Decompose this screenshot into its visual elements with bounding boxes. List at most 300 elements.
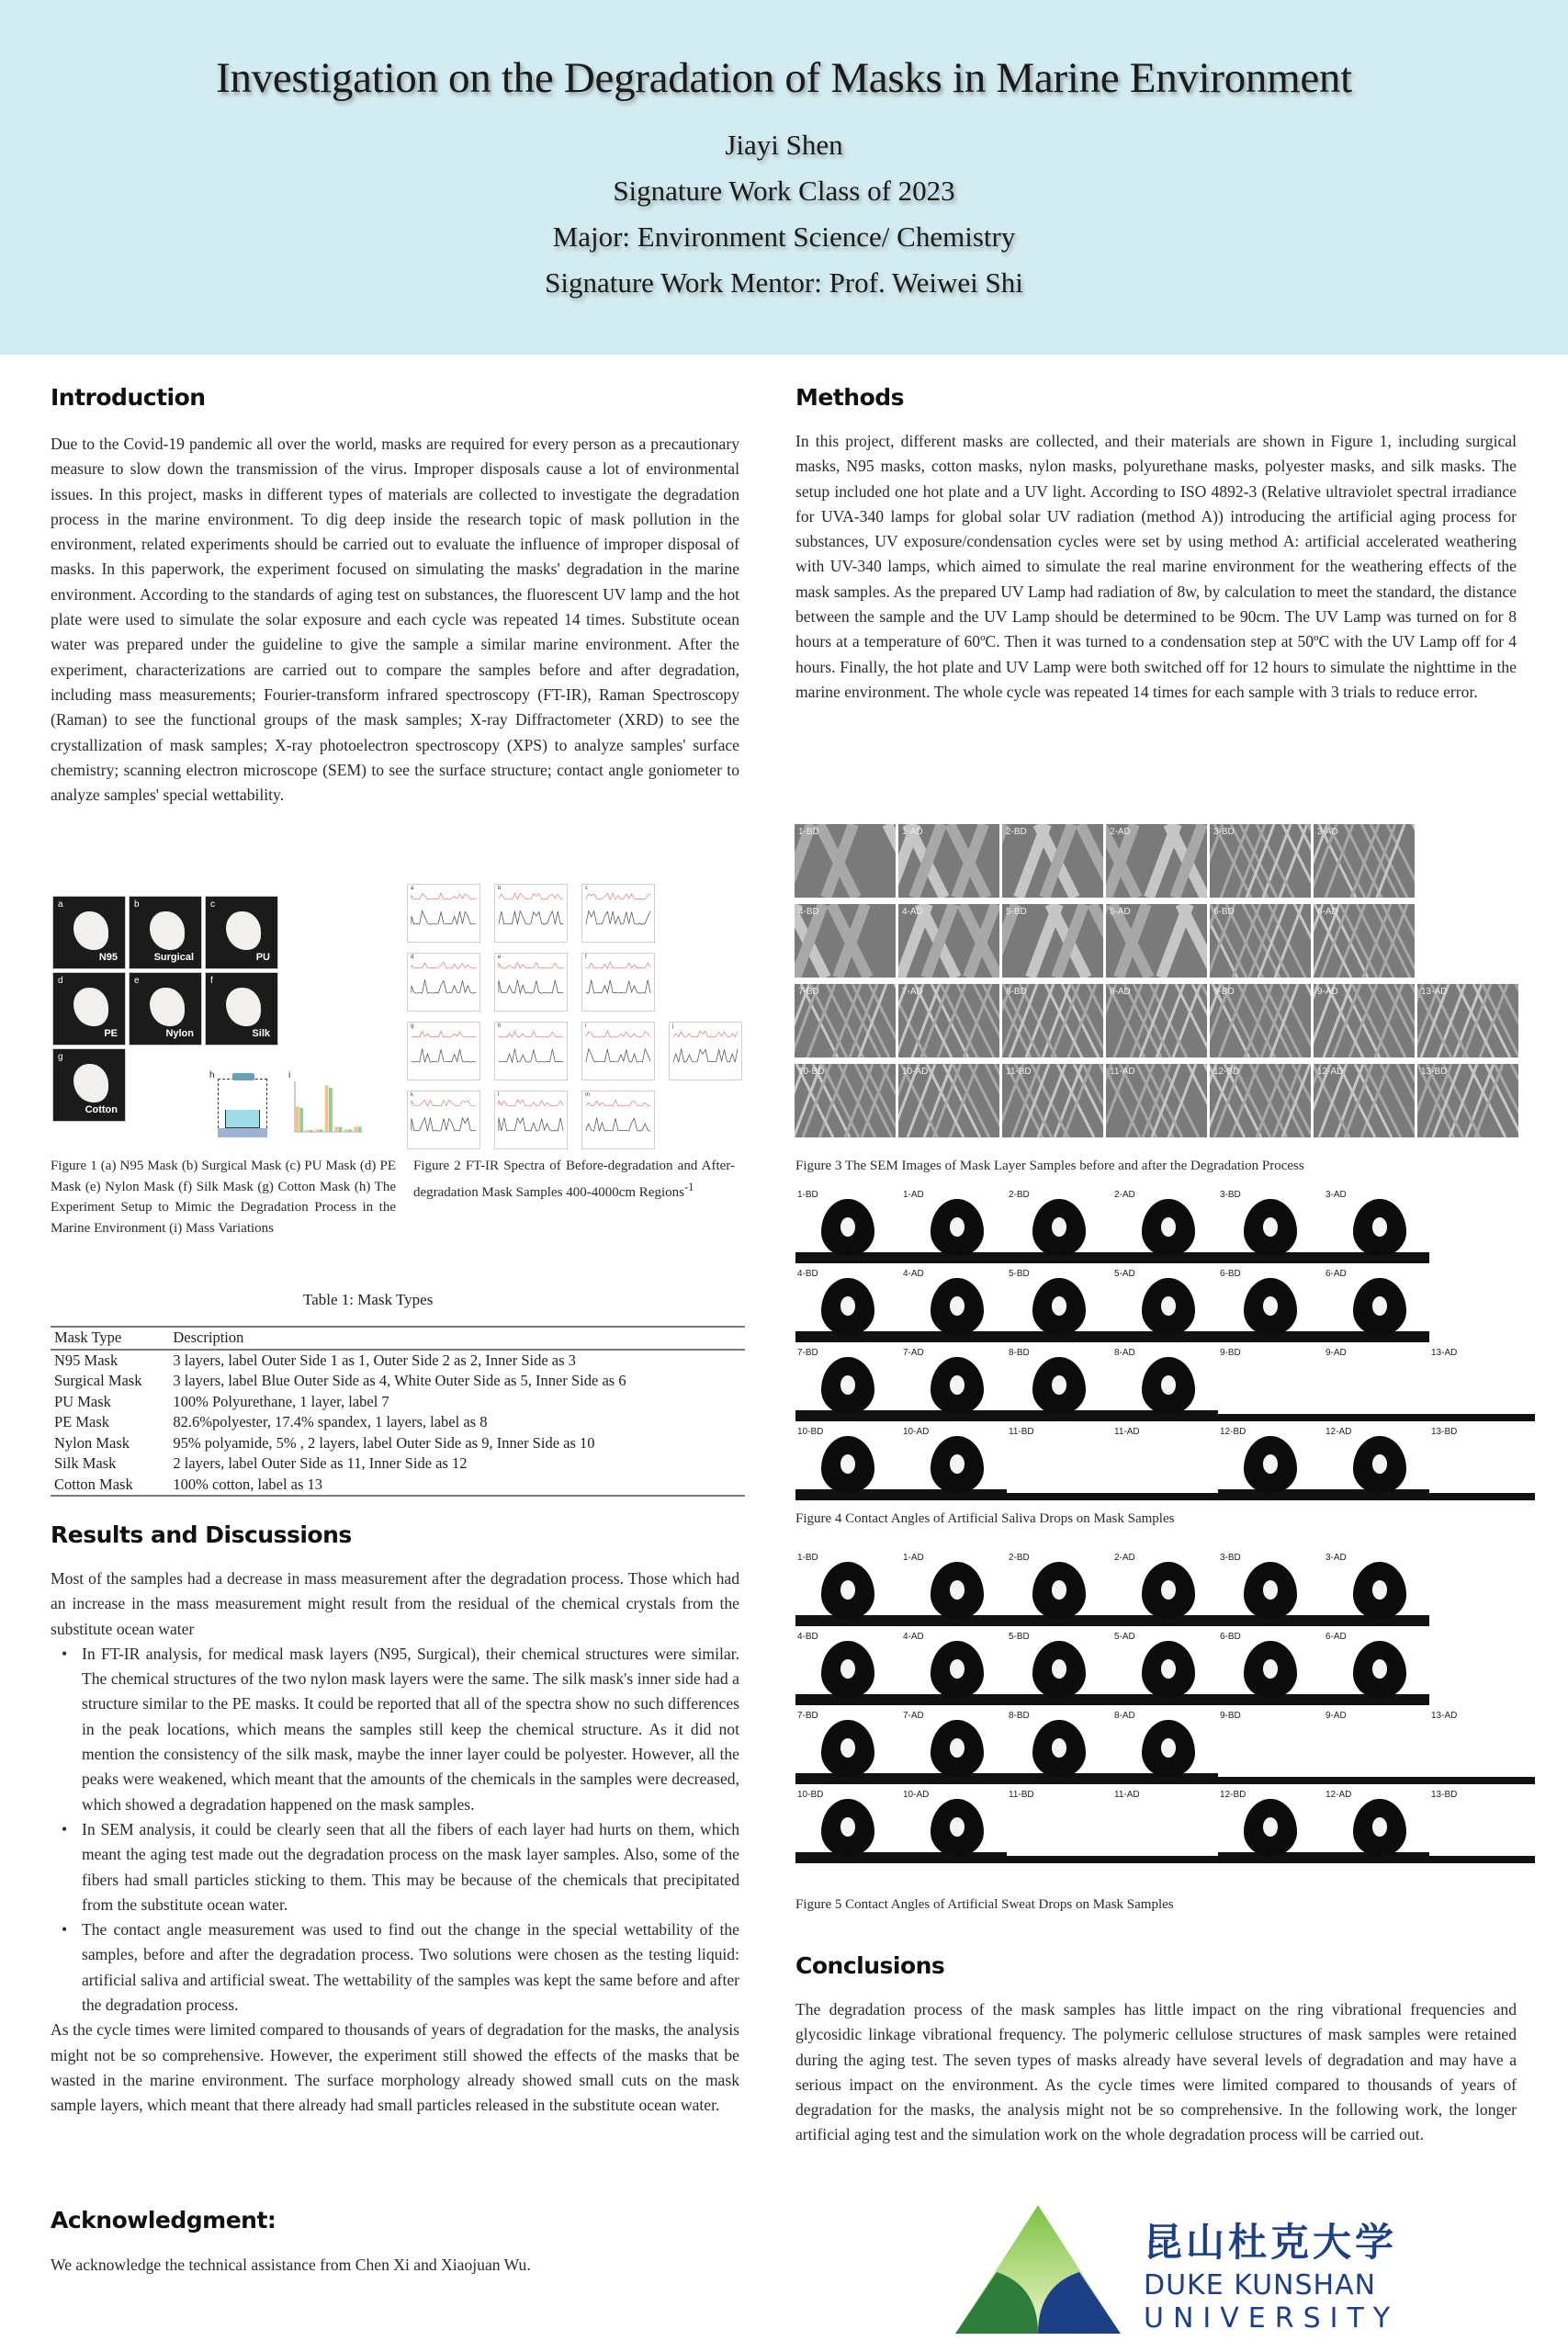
panel-letter: c bbox=[210, 899, 215, 910]
droplet bbox=[1244, 1278, 1297, 1335]
mass-bar-cotton-ad bbox=[358, 1127, 362, 1133]
mask-name-label: PE bbox=[104, 1028, 118, 1039]
droplet bbox=[821, 1357, 874, 1414]
after-degradation-line bbox=[499, 1031, 563, 1037]
mask-image bbox=[150, 988, 185, 1026]
mass-bar-nylon-ad bbox=[339, 1127, 343, 1133]
contact-angle-image bbox=[1112, 1790, 1218, 1863]
sample-label: 11-BD bbox=[1009, 1427, 1034, 1437]
panel-letter: e bbox=[134, 976, 140, 986]
sem-image bbox=[1210, 904, 1311, 978]
droplet bbox=[1353, 1278, 1406, 1335]
droplet bbox=[1142, 1641, 1195, 1698]
sample-label: 3-BD bbox=[1220, 1553, 1241, 1563]
sample-label: 10-BD bbox=[797, 1427, 824, 1437]
sample-label: 9-BD bbox=[1220, 1348, 1241, 1358]
contact-angle-image bbox=[1007, 1790, 1112, 1863]
poster-header bbox=[0, 0, 1568, 355]
sem-sample-label: 7-BD bbox=[798, 987, 819, 997]
mask-name-label: N95 bbox=[98, 952, 118, 963]
sample-label: 8-BD bbox=[1009, 1348, 1030, 1358]
poster-title: Investigation on the Degradation of Masks in Marine Environment bbox=[216, 54, 1352, 102]
contact-angle-image bbox=[795, 1790, 901, 1863]
sem-image bbox=[1314, 824, 1415, 898]
droplet bbox=[931, 1641, 984, 1698]
panel-letter: d bbox=[58, 976, 63, 986]
setup-diagram bbox=[205, 1068, 280, 1141]
sample-label: 6-BD bbox=[1220, 1632, 1241, 1642]
ftir-spectrum-panel bbox=[407, 953, 480, 1012]
sample-label: 9-BD bbox=[1220, 1711, 1241, 1721]
sem-sample-label: 4-BD bbox=[798, 907, 819, 917]
droplet bbox=[821, 1199, 874, 1256]
mass-bar-silk-ad bbox=[348, 1129, 352, 1132]
description-cell: 100% Polyurethane, 1 layer, label 7 bbox=[173, 1392, 389, 1410]
ftir-spectrum-panel bbox=[407, 1022, 480, 1080]
sem-sample-label: 4-AD bbox=[902, 907, 923, 917]
sample-label: 4-BD bbox=[797, 1632, 818, 1642]
mask-types-table bbox=[51, 1326, 745, 1497]
sample-label: 9-AD bbox=[1325, 1711, 1347, 1721]
class-year: Signature Work Class of 2023 bbox=[613, 175, 955, 207]
sample-label: 3-BD bbox=[1220, 1190, 1241, 1200]
mass-bar-surgical-ad bbox=[310, 1130, 313, 1132]
substrate-base bbox=[1429, 1493, 1535, 1500]
ftir-spectrum-panel bbox=[581, 1022, 655, 1080]
description-cell: 2 layers, label Outer Side as 11, Inner Side as 12 bbox=[173, 1454, 468, 1472]
after-degradation-line bbox=[673, 1031, 738, 1037]
sem-image bbox=[795, 1064, 896, 1137]
panel-letter: f bbox=[210, 976, 213, 986]
before-degradation-line bbox=[499, 1118, 563, 1132]
droplet bbox=[821, 1641, 874, 1698]
results-bullet: • In FT-IR analysis, for medical mask layers (N95, Surgical), their chemical structures were similar. The chemical structures of the two nylon mask layers were the same. The silk mask's inner side had a structure similar to the PE masks. It could be reported that all of the spectra show no such differences in the peak locations, which means the samples still keep the chemical structure. As it did not mention the consistency of the silk mask, maybe the inner layer could be polyester. However, all the peaks were weakened, which meant that the amounts of the chemicals in the samples were decreased, which showed a degradation happened on the mask samples. bbox=[51, 1642, 739, 1817]
methods-text: In this project, different masks are collected, and their materials are shown in Figure 1, including surgical masks, N95 masks, cotton masks, nylon masks, polyurethane masks, polyester masks, and silk masks. The setup included one hot plate and a UV light. According to ISO 4892-3 (Relative ultraviolet spectral irradiance for UVA-340 lamps for global solar UV radiation (method A)) introducing the artificial aging process for substances, UV exposure/condensation cycles were set by using method A: artificial accelerated weathering with UV-340 lamps, which aimed to simulate the real marine environment for the weathering effects of the mask samples. As the prepared UV Lamp had radiation of 8w, by calculation to meet the standard, the distance between the sample and the UV Lamp should be determined to be 90cm. The UV Lamp was turned on for 8 hours at a temperature of 60ºC. Then it was turned to a condensation step at 50ºC with the UV Lamp off for 4 hours. Finally, the hot plate and UV Lamp were both switched off for 12 hours to simulate the nighttime in the marine environment. The whole cycle was repeated 14 times for each sample with 3 trials to reduce error. bbox=[795, 432, 1517, 701]
mask-photo-n95 bbox=[52, 896, 126, 969]
before-degradation-line bbox=[412, 911, 476, 925]
sample-label: 13-BD bbox=[1431, 1427, 1458, 1437]
panel-letter: a bbox=[411, 886, 414, 891]
mask-name-label: Silk bbox=[252, 1028, 270, 1039]
sem-sample-label: 5-AD bbox=[1110, 907, 1131, 917]
mass-bar-pe-ad bbox=[329, 1088, 333, 1132]
mask-type-cell: PE Mask bbox=[54, 1413, 110, 1430]
droplet bbox=[1353, 1799, 1406, 1856]
droplet bbox=[931, 1436, 984, 1493]
contact-angle-image bbox=[795, 1553, 901, 1626]
contact-angle-image bbox=[795, 1269, 901, 1342]
contact-angle-image bbox=[1218, 1790, 1324, 1863]
figure-1-caption: Figure 1 (a) N95 Mask (b) Surgical Mask (c) PU Mask (d) PE Mask (e) Nylon Mask (f) Silk Mask (g) Cotton Mask (h) The Experiment Setup to Mimic the Degradation Process in the Marine Environment (i) Mass Variations bbox=[51, 1159, 396, 1236]
contact-angle-image bbox=[1324, 1269, 1429, 1342]
contact-angle-image bbox=[1218, 1269, 1324, 1342]
sem-image bbox=[1314, 904, 1415, 978]
mask-image bbox=[150, 911, 185, 950]
description-cell: 3 layers, label Blue Outer Side as 4, White Outer Side as 5, Inner Side as 6 bbox=[173, 1372, 626, 1389]
sem-sample-label: 2-BD bbox=[1006, 827, 1027, 837]
sample-label: 8-AD bbox=[1114, 1711, 1135, 1721]
contact-angle-image bbox=[1429, 1427, 1535, 1500]
results-outro: As the cycle times were limited compared to thousands of years of degradation for the masks, the analysis might not be so comprehensive. However, the experiment still showed the effects of the masks that be wasted in the marine environment. The surface morphology already showed small cuts on the mask sample layers, which meant that there already had small particles released in the substitute ocean water. bbox=[51, 2020, 739, 2115]
contact-angle-image bbox=[1324, 1632, 1429, 1705]
acknowledgment-heading: Acknowledgment: bbox=[51, 2207, 276, 2233]
droplet bbox=[1353, 1199, 1406, 1256]
mass-bar-cotton-bd bbox=[354, 1127, 357, 1133]
sample-label: 12-AD bbox=[1325, 1790, 1352, 1800]
droplet bbox=[1032, 1641, 1086, 1698]
sem-sample-label: 13-BD bbox=[1421, 1067, 1448, 1077]
sample-label: 2-AD bbox=[1114, 1553, 1135, 1563]
panel-letter: f bbox=[585, 955, 587, 960]
sem-sample-label: 3-BD bbox=[1213, 827, 1235, 837]
after-degradation-line bbox=[412, 893, 476, 899]
contact-angle-image bbox=[1007, 1348, 1112, 1421]
column-header: Description bbox=[173, 1329, 244, 1346]
before-degradation-line bbox=[673, 1048, 738, 1062]
contact-angle-image bbox=[1218, 1190, 1324, 1263]
sample-label: 6-BD bbox=[1220, 1269, 1241, 1279]
sem-image bbox=[1417, 984, 1518, 1057]
substrate-base bbox=[1112, 1493, 1218, 1500]
panel-letter: i bbox=[288, 1070, 291, 1080]
droplet bbox=[931, 1278, 984, 1335]
sem-sample-label: 2-AD bbox=[1110, 827, 1131, 837]
contact-angle-image bbox=[795, 1632, 901, 1705]
sample-label: 5-BD bbox=[1009, 1632, 1030, 1642]
contact-angle-image bbox=[1112, 1190, 1218, 1263]
sem-sample-label: 6-AD bbox=[1317, 907, 1338, 917]
sem-image bbox=[795, 904, 896, 978]
sample-label: 3-AD bbox=[1325, 1190, 1347, 1200]
mask-photo-pe bbox=[52, 972, 126, 1046]
contact-angle-image bbox=[1112, 1269, 1218, 1342]
mask-name-label: Cotton bbox=[85, 1104, 118, 1115]
description-cell: 3 layers, label Outer Side 1 as 1, Outer Side 2 as 2, Inner Side as 3 bbox=[173, 1351, 576, 1369]
ftir-spectrum-panel bbox=[407, 884, 480, 943]
sample-label: 11-AD bbox=[1114, 1790, 1140, 1800]
sample-label: 6-AD bbox=[1325, 1269, 1347, 1279]
substrate-base bbox=[1429, 1777, 1535, 1784]
sample-label: 13-BD bbox=[1431, 1790, 1458, 1800]
sem-sample-label: 5-BD bbox=[1006, 907, 1027, 917]
sample-label: 8-BD bbox=[1009, 1711, 1030, 1721]
mask-type-cell: Nylon Mask bbox=[54, 1433, 130, 1452]
contact-angle-image bbox=[901, 1632, 1007, 1705]
before-degradation-line bbox=[499, 1049, 563, 1063]
panel-letter: b bbox=[498, 886, 502, 891]
droplet bbox=[931, 1357, 984, 1414]
ftir-spectrum-panel bbox=[494, 953, 568, 1012]
droplet bbox=[821, 1278, 874, 1335]
after-degradation-line bbox=[499, 893, 563, 899]
substrate-base bbox=[1007, 1493, 1112, 1500]
sem-image bbox=[1002, 824, 1103, 898]
sample-label: 6-AD bbox=[1325, 1632, 1347, 1642]
mass-bar-pu-bd bbox=[315, 1129, 319, 1132]
sem-image bbox=[898, 904, 999, 978]
sem-sample-label: 6-BD bbox=[1213, 907, 1235, 917]
sample-label: 12-BD bbox=[1220, 1427, 1247, 1437]
panel-letter: l bbox=[498, 1092, 500, 1098]
mask-image bbox=[226, 988, 261, 1026]
mask-photo-silk bbox=[205, 972, 278, 1046]
mask-name-label: Nylon bbox=[165, 1028, 194, 1039]
table-row bbox=[51, 1412, 745, 1433]
droplet bbox=[931, 1199, 984, 1256]
panel-letter: k bbox=[411, 1092, 413, 1098]
sample-label: 2-AD bbox=[1114, 1190, 1135, 1200]
sem-sample-label: 11-BD bbox=[1006, 1067, 1032, 1077]
sem-sample-label: 11-AD bbox=[1110, 1067, 1135, 1077]
droplet bbox=[1244, 1562, 1297, 1619]
contact-angle-image bbox=[1218, 1632, 1324, 1705]
contact-angle-image bbox=[1324, 1348, 1429, 1421]
figure-2 bbox=[407, 884, 761, 1169]
mask-image bbox=[73, 1064, 108, 1102]
mask-photo-pu bbox=[205, 896, 278, 969]
droplet bbox=[1032, 1278, 1086, 1335]
mass-bar-nylon-bd bbox=[334, 1127, 338, 1133]
contact-angle-image bbox=[1112, 1348, 1218, 1421]
mask-type-cell: Silk Mask bbox=[54, 1454, 117, 1472]
mass-bar-chart bbox=[284, 1068, 367, 1141]
table-row bbox=[51, 1453, 745, 1475]
sem-sample-label: 12-BD bbox=[1213, 1067, 1240, 1077]
dku-logo bbox=[955, 2194, 1415, 2341]
sem-sample-label: 3-AD bbox=[1317, 827, 1338, 837]
sem-image bbox=[1314, 984, 1415, 1057]
table-header-row bbox=[51, 1327, 745, 1350]
sample-label: 10-BD bbox=[797, 1790, 824, 1800]
contact-angle-image bbox=[1324, 1190, 1429, 1263]
sem-image bbox=[1106, 1064, 1207, 1137]
ftir-spectrum-panel bbox=[669, 1022, 742, 1080]
sample-label: 10-AD bbox=[903, 1427, 930, 1437]
contact-angle-image bbox=[1324, 1427, 1429, 1500]
figure-3-sem-grid bbox=[795, 824, 1520, 1141]
droplet bbox=[1142, 1199, 1195, 1256]
mass-bar-silk-bd bbox=[344, 1129, 348, 1132]
figure-2-caption-sup: -1 bbox=[683, 1180, 694, 1193]
substrate-base bbox=[1218, 1777, 1324, 1784]
sem-sample-label: 9-BD bbox=[1213, 987, 1235, 997]
panel-letter: g bbox=[58, 1052, 63, 1062]
results-intro: Most of the samples had a decrease in mass measurement after the degradation process. Those which had an increase in the mass measurement might result from the residual of the chemical crystals from the substitute ocean water bbox=[51, 1569, 739, 1638]
sample-label: 12-BD bbox=[1220, 1790, 1247, 1800]
substrate-base bbox=[1324, 1414, 1429, 1421]
mass-bar-n95-ad bbox=[299, 1108, 303, 1132]
sample-label: 5-BD bbox=[1009, 1269, 1030, 1279]
description-cell: 82.6%polyester, 17.4% spandex, 1 layers, label as 8 bbox=[173, 1413, 488, 1430]
contact-angle-image bbox=[1007, 1269, 1112, 1342]
mask-type-cell: PU Mask bbox=[54, 1392, 111, 1410]
mass-bar-pe-bd bbox=[325, 1085, 329, 1132]
sample-label: 7-BD bbox=[797, 1711, 818, 1721]
contact-angle-image bbox=[901, 1711, 1007, 1784]
sem-image bbox=[1417, 1064, 1518, 1137]
table-1-title: Table 1: Mask Types bbox=[303, 1291, 434, 1308]
substrate-base bbox=[1112, 1856, 1218, 1863]
sem-image bbox=[1314, 1064, 1415, 1137]
panel-letter: h bbox=[498, 1023, 502, 1029]
results-body bbox=[51, 1566, 739, 2119]
after-degradation-line bbox=[499, 962, 563, 968]
mask-photo-nylon bbox=[129, 972, 202, 1046]
sem-image bbox=[1106, 824, 1207, 898]
contact-angle-image bbox=[901, 1348, 1007, 1421]
dku-triangle-icon bbox=[955, 2194, 1139, 2341]
introduction-heading: Introduction bbox=[51, 384, 206, 411]
column-header: Mask Type bbox=[54, 1329, 122, 1346]
contact-angle-image bbox=[1218, 1348, 1324, 1421]
conclusions-heading: Conclusions bbox=[795, 1952, 945, 1979]
contact-angle-image bbox=[795, 1190, 901, 1263]
sample-label: 4-AD bbox=[903, 1269, 924, 1279]
figure-1 bbox=[52, 896, 365, 1135]
droplet bbox=[821, 1799, 874, 1856]
ftir-spectrum-panel bbox=[494, 1091, 568, 1149]
sample-label: 12-AD bbox=[1325, 1427, 1352, 1437]
after-degradation-line bbox=[586, 893, 650, 899]
before-degradation-line bbox=[586, 980, 650, 994]
sample-label: 11-BD bbox=[1009, 1790, 1034, 1800]
mass-bar-pu-ad bbox=[319, 1129, 322, 1132]
sample-label: 4-AD bbox=[903, 1632, 924, 1642]
sample-label: 13-AD bbox=[1431, 1348, 1458, 1358]
sem-image bbox=[795, 984, 896, 1057]
sample-label: 9-AD bbox=[1325, 1348, 1347, 1358]
table-row bbox=[51, 1475, 745, 1497]
before-degradation-line bbox=[586, 1049, 650, 1063]
after-degradation-line bbox=[586, 962, 650, 968]
sem-image bbox=[898, 984, 999, 1057]
droplet bbox=[1032, 1562, 1086, 1619]
table-row bbox=[51, 1433, 745, 1454]
contact-angle-image bbox=[1324, 1711, 1429, 1784]
contact-angle-image bbox=[1324, 1790, 1429, 1863]
results-bullet: • The contact angle measurement was used to find out the change in the special wettability of the samples, before and after the degradation process. Two solutions were chosen as the testing liquid: artificial saliva and artificial sweat. The wettability of the samples was kept the same before and after the degradation process. bbox=[51, 1917, 739, 2018]
logo-chinese-name: 昆山杜克大学 bbox=[1144, 2220, 1398, 2265]
contact-angle-image bbox=[901, 1269, 1007, 1342]
mask-image bbox=[73, 988, 108, 1026]
droplet bbox=[1142, 1357, 1195, 1414]
sample-label: 2-BD bbox=[1009, 1553, 1030, 1563]
sample-label: 5-AD bbox=[1114, 1632, 1135, 1642]
figure-2-caption bbox=[413, 1156, 735, 1203]
substrate-base bbox=[1007, 1856, 1112, 1863]
figure-5-caption: Figure 5 Contact Angles of Artificial Sweat Drops on Mask Samples bbox=[795, 1897, 1174, 1912]
sample-label: 5-AD bbox=[1114, 1269, 1135, 1279]
sem-sample-label: 10-AD bbox=[902, 1067, 929, 1077]
contact-angle-image bbox=[1324, 1553, 1429, 1626]
ftir-spectrum-panel bbox=[494, 884, 568, 943]
sem-sample-label: 8-AD bbox=[1110, 987, 1131, 997]
contact-angle-image bbox=[901, 1553, 1007, 1626]
sample-label: 7-AD bbox=[903, 1711, 924, 1721]
contact-angle-image bbox=[1218, 1553, 1324, 1626]
droplet bbox=[1244, 1641, 1297, 1698]
after-degradation-line bbox=[586, 1031, 650, 1037]
sample-label: 2-BD bbox=[1009, 1190, 1030, 1200]
mask-type-cell: N95 Mask bbox=[54, 1351, 118, 1369]
sem-sample-label: 1-AD bbox=[902, 827, 923, 837]
sem-sample-label: 7-AD bbox=[902, 987, 923, 997]
sem-sample-label: 9-AD bbox=[1317, 987, 1338, 997]
after-degradation-line bbox=[499, 1100, 563, 1106]
contact-angle-image bbox=[1007, 1711, 1112, 1784]
contact-angle-image bbox=[1007, 1632, 1112, 1705]
after-degradation-line bbox=[412, 1100, 476, 1106]
table-row bbox=[51, 1392, 745, 1413]
contact-angle-image bbox=[1007, 1190, 1112, 1263]
contact-angle-image bbox=[795, 1348, 901, 1421]
contact-angle-image bbox=[1007, 1427, 1112, 1500]
sample-label: 4-BD bbox=[797, 1269, 818, 1279]
methods-heading: Methods bbox=[795, 384, 905, 411]
sample-label: 10-AD bbox=[903, 1790, 930, 1800]
droplet bbox=[1244, 1799, 1297, 1856]
panel-letter: a bbox=[58, 899, 63, 910]
mask-type-cell: Surgical Mask bbox=[54, 1372, 142, 1389]
sem-image bbox=[795, 824, 896, 898]
sample-label: 3-AD bbox=[1325, 1553, 1347, 1563]
acknowledgment-text: We acknowledge the technical assistance from Chen Xi and Xiaojuan Wu. bbox=[51, 2256, 531, 2274]
panel-letter: e bbox=[498, 955, 502, 960]
contact-angle-image bbox=[1218, 1427, 1324, 1500]
figure-2-caption-text: Figure 2 FT-IR Spectra of Before-degradation and After-degradation Mask Samples 400-4000cm Regions bbox=[413, 1159, 735, 1200]
contact-angle-image bbox=[1429, 1790, 1535, 1863]
ftir-spectrum-panel bbox=[581, 884, 655, 943]
sem-sample-label: 1-BD bbox=[798, 827, 819, 837]
droplet bbox=[1142, 1720, 1195, 1777]
substrate-base bbox=[1324, 1777, 1429, 1784]
before-degradation-line bbox=[586, 1118, 650, 1132]
mass-bar-surgical-bd bbox=[306, 1130, 310, 1132]
sample-label: 1-AD bbox=[903, 1553, 924, 1563]
droplet bbox=[821, 1562, 874, 1619]
mask-name-label: Surgical bbox=[153, 952, 194, 963]
sem-image bbox=[1106, 984, 1207, 1057]
before-degradation-line bbox=[499, 980, 563, 994]
sem-image bbox=[1002, 1064, 1103, 1137]
contact-angle-image bbox=[1112, 1427, 1218, 1500]
sample-label: 1-BD bbox=[797, 1553, 818, 1563]
droplet bbox=[1032, 1720, 1086, 1777]
sem-image bbox=[1210, 984, 1311, 1057]
panel-letter: m bbox=[585, 1092, 590, 1098]
before-degradation-line bbox=[412, 1118, 476, 1132]
logo-line-1: DUKE KUNSHAN bbox=[1144, 2269, 1377, 2301]
sample-label: 11-AD bbox=[1114, 1427, 1140, 1437]
contact-angle-image bbox=[1007, 1553, 1112, 1626]
droplet bbox=[1353, 1562, 1406, 1619]
sem-image bbox=[898, 824, 999, 898]
droplet bbox=[821, 1720, 874, 1777]
droplet bbox=[931, 1720, 984, 1777]
author-name: Jiayi Shen bbox=[725, 129, 843, 161]
description-cell: 100% cotton, label as 13 bbox=[173, 1475, 323, 1493]
sample-label: 13-AD bbox=[1431, 1711, 1458, 1721]
table-row bbox=[51, 1350, 745, 1372]
sample-label: 1-AD bbox=[903, 1190, 924, 1200]
substrate-base bbox=[1429, 1856, 1535, 1863]
ftir-spectrum-panel bbox=[581, 953, 655, 1012]
panel-letter: h bbox=[209, 1070, 215, 1080]
results-bullet-list bbox=[51, 1642, 739, 2018]
mask-image bbox=[73, 911, 108, 950]
panel-letter: g bbox=[411, 1023, 414, 1029]
major: Major: Environment Science/ Chemistry bbox=[552, 220, 1016, 253]
